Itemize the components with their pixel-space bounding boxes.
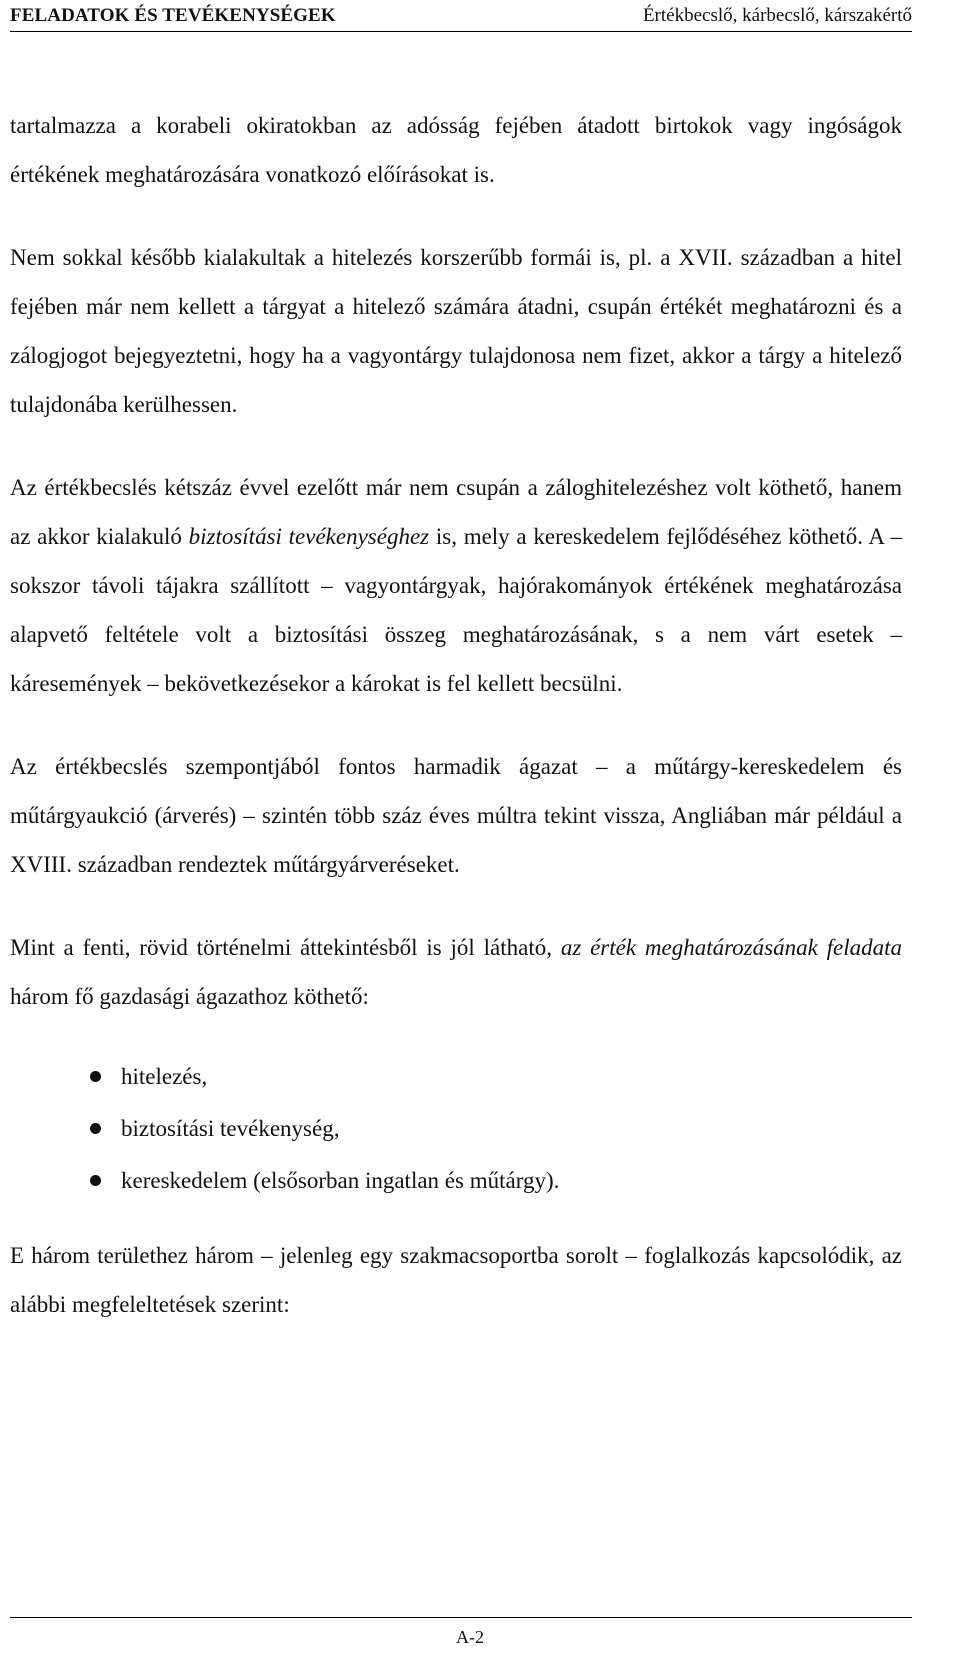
paragraph-4: Az értékbecslés szempontjából fontos harmadik ágazat – a műtárgy-kereskedelem és műtárgyaukció (árverés) – szintén több száz éves múltra tekint vissza, Angliában már például a XVIII. században rendeztek műtárgyárveréseket. [10, 754, 902, 877]
paragraph-3-text-a: Az értékbecslés kétszáz évvel ezelőtt már nem csupán a záloghitelezéshez volt köthető, hanem az akkor kialakuló [10, 475, 902, 549]
list-item [10, 1052, 902, 1104]
paragraph-5-emphasis: az érték meghatározásának feladata [560, 935, 902, 960]
header-section-title: FELADATOK ÉS TEVÉKENYSÉGEK [10, 5, 336, 26]
paragraph-5 [10, 923, 902, 1021]
list-item-label: biztosítási tevékenység, [121, 1116, 340, 1141]
paragraph-5-text-b: három fő gazdasági ágazathoz köthető: [10, 984, 369, 1009]
paragraph-2: Nem sokkal később kialakultak a hitelezés korszerűbb formái is, pl. a XVII. században a hitel fejében már nem kellett a tárgyat a hitelező számára átadni, csupán értékét meghatározni és a zálogjogot bejegyeztetni, hogy ha a vagyontárgy tulajdonosa nem fizet, akkor a tárgy a hitelező tulajdonába kerülhessen. [10, 245, 902, 417]
sector-list [10, 1052, 902, 1208]
paragraph-5-text-a: Mint a fenti, rövid történelmi áttekintésből is jól látható, [10, 935, 561, 960]
paragraph-6: E három területhez három – jelenleg egy szakmacsoportba sorolt – foglalkozás kapcsolódik, az alábbi megfeleltetések szerint: [10, 1243, 902, 1317]
page-header [10, 0, 912, 32]
paragraph-3 [10, 463, 902, 708]
paragraph-3-emphasis: biztosítási tevékenységhez [188, 524, 430, 549]
bullet-icon [90, 1123, 101, 1134]
bullet-icon [90, 1071, 101, 1082]
paragraph-1: tartalmazza a korabeli okiratokban az adósság fejében átadott birtokok vagy ingóságok értékének meghatározására vonatkozó előírásokat is. [10, 113, 902, 187]
page-number: A-2 [456, 1627, 484, 1647]
bullet-icon [90, 1175, 101, 1186]
list-item [10, 1104, 902, 1156]
list-item [10, 1156, 902, 1208]
footer-divider [10, 1617, 912, 1618]
header-document-title: Értékbecslő, kárbecslő, kárszakértő [642, 5, 912, 26]
document-body [10, 101, 902, 1329]
paragraph-3-text-b: is, mely a kereskedelem fejlődéséhez köthető. A – sokszor távoli tájakra szállított – vagyontárgyak, hajórakományok értékének meghatározása alapvető feltétele volt a biztosítási összeg meghatározásának, s a nem várt esetek – káresemények – bekövetkezésekor a károkat is fel kellett becsülni. [10, 524, 903, 696]
list-item-label: kereskedelem (elsősorban ingatlan és műtárgy). [121, 1168, 560, 1193]
list-item-label: hitelezés, [121, 1064, 208, 1089]
